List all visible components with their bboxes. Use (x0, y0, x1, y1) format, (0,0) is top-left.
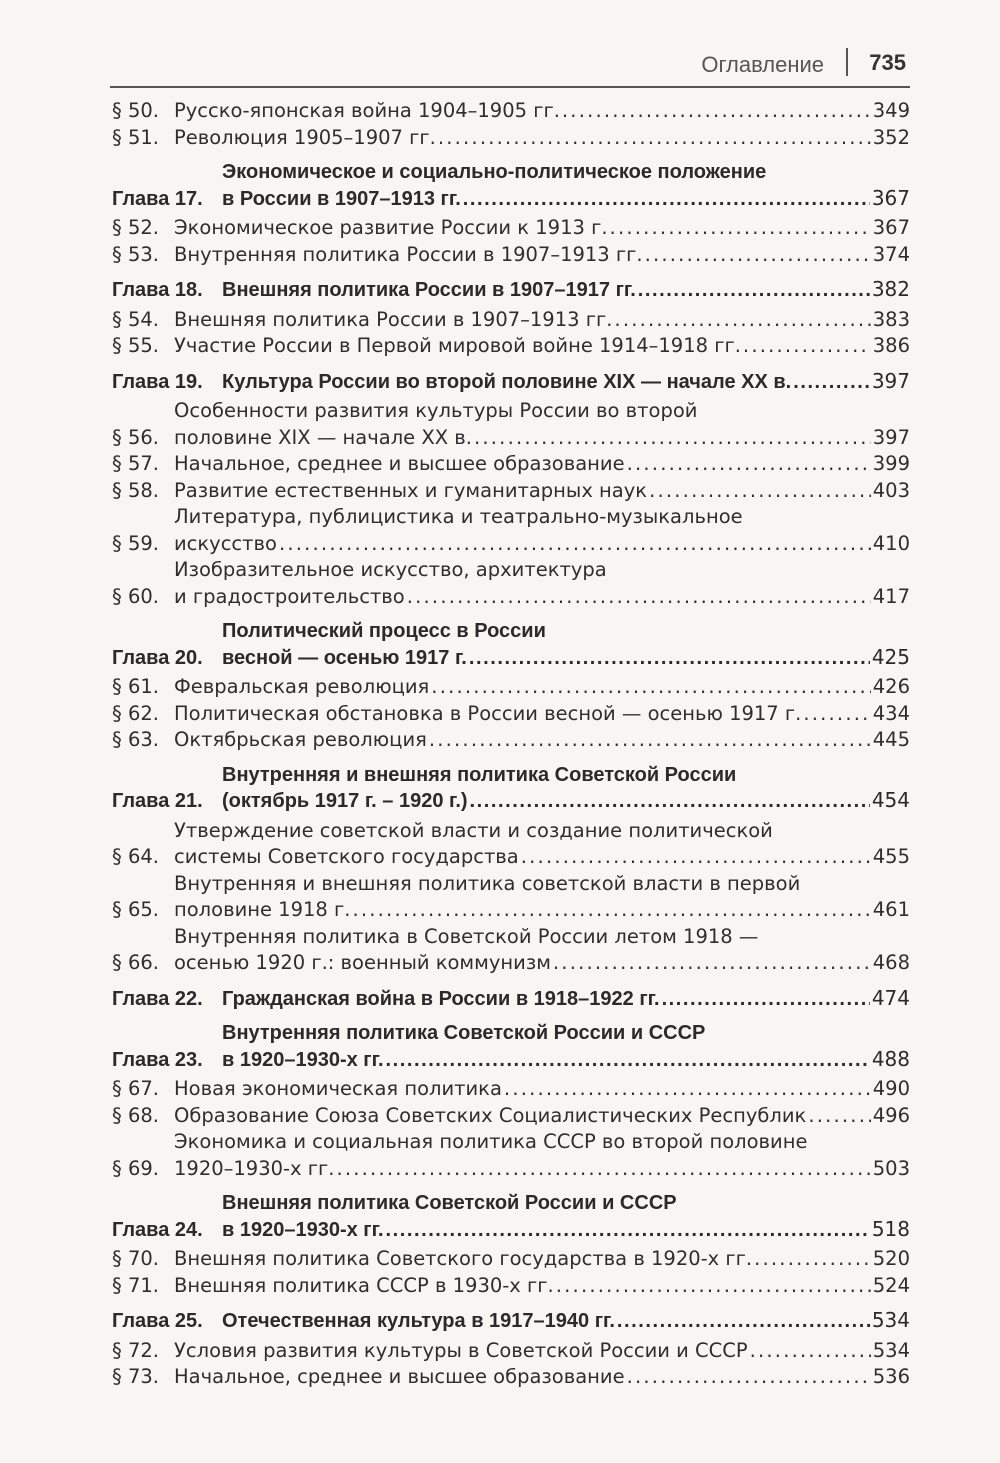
page-number: 410 (872, 531, 910, 555)
entry-title (222, 1021, 910, 1073)
entry-title-line: Утверждение советской власти и создание политической (174, 818, 773, 842)
toc-section-entry[interactable] (112, 215, 910, 242)
page-number: 503 (872, 1156, 910, 1180)
entry-last-line (174, 844, 910, 871)
page-number: 426 (872, 675, 910, 698)
page-number: 386 (872, 334, 910, 357)
chapter-number: Глава 20. (112, 646, 203, 669)
page-number: 534 (871, 1308, 910, 1332)
entry-last-line (174, 478, 910, 505)
entry-title (222, 986, 910, 1013)
entry-title-line: Внешняя политика СССР в 1930-х гг. (174, 1273, 554, 1297)
entry-title-line: в 1920–1930-х гг. (222, 1048, 384, 1071)
entry-title (174, 125, 910, 152)
toc-chapter-entry[interactable] (112, 619, 910, 671)
entry-title-line: половине XIX — начале XX в. (174, 425, 472, 449)
dot-leader (617, 1309, 870, 1335)
entry-last-line (174, 727, 910, 754)
entry-last-line (222, 1308, 910, 1335)
toc-section-entry[interactable] (112, 674, 910, 701)
chapter-number: Глава 22. (112, 987, 203, 1010)
entry-title-line: искусство (174, 531, 277, 555)
entry-title (222, 277, 910, 304)
section-number: § 57. (112, 452, 159, 475)
entry-title-line: половине 1918 г. (174, 898, 351, 921)
page-number: 399 (872, 452, 910, 475)
toc-section-entry[interactable] (112, 478, 910, 505)
dot-leader (469, 646, 870, 672)
entry-title (174, 871, 910, 924)
dot-leader (407, 584, 871, 611)
entry-last-line (174, 1273, 910, 1300)
entry-title (174, 701, 910, 728)
toc-section-entry[interactable] (112, 1338, 910, 1365)
entry-title (222, 1191, 910, 1243)
dot-leader (662, 987, 870, 1013)
entry-title-line: Революция 1905–1907 гг. (174, 125, 436, 149)
page-number: 434 (872, 701, 910, 725)
entry-last-line (174, 701, 910, 728)
entry-title (174, 1103, 910, 1130)
dot-leader (627, 1364, 871, 1391)
page-number: 461 (872, 898, 910, 921)
page-number: 445 (872, 728, 910, 751)
entry-last-line (174, 242, 910, 269)
header-page-number: 735 (869, 50, 906, 75)
entry-title (222, 369, 910, 396)
entry-title-line: Условия развития культуры в Советской России и СССР (174, 1338, 748, 1362)
entry-title-line: Участие России в Первой мировой войне 1914–1918 гг. (174, 334, 741, 357)
toc-section-entry[interactable] (112, 871, 910, 924)
entry-title-line: осенью 1920 г.: военный коммунизм (174, 951, 551, 974)
entry-title-line: Начальное, среднее и высшее образование (174, 1365, 625, 1388)
section-number: § 61. (112, 675, 159, 698)
page-number: 403 (872, 478, 910, 502)
page-number: 367 (872, 216, 910, 239)
chapter-number: Глава 21. (112, 790, 203, 812)
entry-last-line (174, 425, 910, 452)
entry-title-line: Февральская революция (174, 675, 430, 698)
entry-last-line (174, 897, 910, 924)
entry-title-line: Внутренняя и внешняя политика советской власти в первой (174, 871, 801, 895)
entry-last-line (174, 98, 910, 125)
entry-title (174, 1076, 910, 1103)
toc-section-entry[interactable] (112, 818, 910, 871)
entry-title (174, 1129, 910, 1182)
dot-leader (336, 1156, 870, 1183)
entry-title-line: Культура России во второй половине XIX — начале XX в. (222, 370, 792, 393)
page-number: 474 (871, 985, 910, 1010)
entry-last-line (222, 1217, 910, 1244)
dot-leader (754, 1246, 871, 1273)
page-number: 425 (871, 644, 910, 669)
entry-title (222, 1308, 910, 1335)
toc-section-entry[interactable] (112, 557, 910, 610)
dot-leader (793, 370, 870, 396)
entry-last-line (174, 584, 910, 611)
page-number: 534 (872, 1338, 910, 1362)
dot-leader (352, 897, 870, 924)
section-number: § 68. (112, 1103, 159, 1127)
section-number: § 54. (112, 307, 159, 331)
chapter-number: Глава 18. (112, 279, 203, 301)
entry-title-line: Октябрьская революция (174, 728, 427, 751)
dot-leader (553, 950, 871, 977)
header-title: Оглавление (701, 52, 824, 77)
entry-last-line (174, 1156, 910, 1183)
toc-section-entry[interactable] (112, 398, 910, 451)
toc-chapter-entry[interactable] (112, 1191, 910, 1243)
page-number: 468 (872, 951, 910, 974)
entry-title-line: Отечественная культура в 1917–1940 гг. (222, 1310, 615, 1332)
entry-title-line: Политическая обстановка в России весной — осенью 1917 г. (174, 701, 802, 725)
entry-title-line: Начальное, среднее и высшее образование (174, 452, 625, 475)
entry-last-line (174, 125, 910, 152)
toc-section-entry[interactable] (112, 701, 910, 728)
toc-chapter-entry[interactable] (112, 763, 910, 815)
page-number: 488 (871, 1046, 910, 1071)
chapter-number: Глава 17. (112, 187, 203, 210)
entry-title-line: в 1920–1930-х гг. (222, 1218, 384, 1241)
entry-title-line: Изобразительное искусство, архитектура (174, 558, 607, 581)
toc-chapter-entry[interactable] (112, 1308, 910, 1335)
section-number: § 52. (112, 216, 159, 239)
entry-title-line: системы Советского государства (174, 845, 519, 868)
entry-title (222, 619, 910, 671)
entry-title (174, 1364, 910, 1391)
chapter-number: Глава 19. (112, 370, 203, 393)
entry-title (174, 818, 910, 871)
page-number: 520 (872, 1247, 910, 1270)
section-number: § 71. (112, 1273, 159, 1297)
page-number: 417 (872, 584, 910, 608)
entry-title-line: Новая экономическая политика (174, 1077, 502, 1100)
section-number: § 69. (112, 1156, 159, 1180)
toc-section-entry[interactable] (112, 1246, 910, 1273)
dot-leader (386, 1048, 870, 1074)
dot-leader (743, 333, 871, 360)
entry-title-line: Внутренняя политика Советской России и СССР (222, 1022, 706, 1044)
toc-section-entry[interactable] (112, 125, 910, 152)
page-number: 524 (872, 1273, 910, 1297)
entry-last-line (174, 333, 910, 360)
page-number: 536 (872, 1365, 910, 1388)
entry-title-line: Экономическое и социально-политическое положение (222, 161, 767, 183)
entry-title-line: Политический процесс в России (222, 620, 546, 642)
dot-leader (627, 451, 871, 478)
toc-section-entry[interactable] (112, 504, 910, 557)
dot-leader (649, 478, 871, 505)
entry-title (174, 215, 910, 242)
entry-title-line: в России в 1907–1913 гг. (222, 187, 461, 210)
page-number: 397 (871, 368, 910, 393)
entry-title-line: Русско-японская война 1904–1905 гг. (174, 99, 560, 122)
toc-chapter-entry[interactable] (112, 160, 910, 212)
section-number: § 62. (112, 701, 159, 725)
section-number: § 67. (112, 1077, 159, 1100)
section-number: § 60. (112, 584, 159, 608)
dot-leader (645, 242, 871, 269)
section-number: § 58. (112, 478, 159, 502)
toc-section-entry[interactable] (112, 451, 910, 478)
chapter-number: Глава 24. (112, 1218, 203, 1241)
entry-last-line (174, 307, 910, 334)
toc-chapter-entry[interactable] (112, 369, 910, 396)
entry-title-line: Внутренняя политика России в 1907–1913 гг. (174, 242, 643, 266)
dot-leader (521, 844, 871, 871)
dot-leader (474, 425, 871, 452)
entry-title (222, 160, 910, 212)
chapter-number: Глава 23. (112, 1048, 203, 1071)
entry-title-line: Внешняя политика России в 1907–1917 гг. (222, 279, 636, 301)
dot-leader (808, 1103, 870, 1130)
section-number: § 73. (112, 1365, 159, 1388)
entry-last-line (222, 645, 910, 672)
entry-last-line (174, 1076, 910, 1103)
section-number: § 56. (112, 425, 159, 449)
section-number: § 55. (112, 334, 159, 357)
entry-last-line (174, 950, 910, 977)
dot-leader (556, 1273, 871, 1300)
section-number: § 65. (112, 898, 159, 921)
section-number: § 50. (112, 99, 159, 122)
page-number: 454 (871, 788, 910, 812)
section-number: § 53. (112, 242, 159, 266)
toc-section-entry[interactable] (112, 98, 910, 125)
page-number: 367 (871, 185, 910, 210)
page-number: 496 (872, 1103, 910, 1127)
entry-title (174, 924, 910, 977)
page-number: 397 (872, 425, 910, 449)
entry-title-line: Особенности развития культуры России во второй (174, 399, 698, 422)
dot-leader (431, 674, 870, 701)
entry-title-line: весной — осенью 1917 г. (222, 646, 467, 669)
dot-leader (470, 789, 870, 815)
entry-title (222, 763, 910, 815)
entry-last-line (222, 277, 910, 304)
table-of-contents (112, 98, 910, 1391)
entry-title-line: Экономика и социальная политика СССР во второй половине (174, 1130, 808, 1153)
page-number: 518 (871, 1216, 910, 1241)
dot-leader (614, 307, 870, 334)
entry-last-line (174, 1338, 910, 1365)
section-number: § 63. (112, 728, 159, 751)
entry-last-line (222, 369, 910, 396)
page-number: 374 (872, 242, 910, 266)
dot-leader (803, 701, 870, 728)
entry-title-line: Внутренняя политика в Советской России летом 1918 — (174, 924, 759, 948)
entry-last-line (222, 1047, 910, 1074)
page-number: 352 (872, 125, 910, 149)
dot-leader (463, 187, 870, 213)
entry-title (174, 98, 910, 125)
entry-title-line: Развитие естественных и гуманитарных наук (174, 478, 648, 502)
dot-leader (438, 125, 871, 152)
section-number: § 72. (112, 1338, 159, 1362)
dot-leader (429, 727, 871, 754)
dot-leader (638, 278, 870, 304)
entry-title (174, 451, 910, 478)
dot-leader (279, 531, 871, 558)
dot-leader (386, 1218, 870, 1244)
dot-leader (610, 215, 871, 242)
entry-title-line: Образование Союза Советских Социалистических Республик (174, 1103, 807, 1127)
entry-title (174, 478, 910, 505)
entry-title (174, 333, 910, 360)
page-number: 349 (872, 99, 910, 122)
running-header (110, 44, 910, 88)
entry-title-line: 1920–1930-х гг. (174, 1156, 335, 1180)
toc-section-entry[interactable] (112, 1364, 910, 1391)
entry-last-line (174, 215, 910, 242)
entry-title-line: Внешняя политика Советского государства в 1920-х гг. (174, 1247, 753, 1270)
section-number: § 64. (112, 845, 159, 868)
entry-title-line: и градостроительство (174, 584, 405, 608)
toc-section-entry[interactable] (112, 727, 910, 754)
entry-title (174, 242, 910, 269)
chapter-number: Глава 25. (112, 1310, 203, 1332)
toc-section-entry[interactable] (112, 1129, 910, 1182)
toc-section-entry[interactable] (112, 333, 910, 360)
entry-title-line: Литература, публицистика и театрально-музыкальное (174, 505, 743, 528)
section-number: § 51. (112, 125, 159, 149)
toc-chapter-entry[interactable] (112, 1021, 910, 1073)
page-number: 382 (871, 277, 910, 301)
entry-title-line: (октябрь 1917 г. – 1920 г.) (222, 790, 468, 812)
entry-title (174, 727, 910, 754)
section-number: § 70. (112, 1247, 159, 1270)
entry-title-line: Гражданская война в России в 1918–1922 гг. (222, 987, 660, 1010)
dot-leader (750, 1338, 871, 1365)
toc-section-entry[interactable] (112, 1103, 910, 1130)
entry-title (174, 1338, 910, 1365)
entry-last-line (174, 1364, 910, 1391)
section-number: § 66. (112, 951, 159, 974)
entry-title (174, 307, 910, 334)
entry-title-line: Внутренняя и внешняя политика Советской России (222, 763, 737, 786)
entry-title-line: Внешняя политика России в 1907–1913 гг. (174, 307, 613, 331)
toc-section-entry[interactable] (112, 307, 910, 334)
dot-leader (562, 98, 871, 125)
entry-title (174, 557, 910, 610)
toc-section-entry[interactable] (112, 1273, 910, 1300)
dot-leader (504, 1076, 871, 1103)
entry-last-line (174, 451, 910, 478)
toc-chapter-entry[interactable] (112, 277, 910, 304)
page-number: 455 (872, 845, 910, 868)
entry-last-line (222, 788, 910, 815)
page-number: 490 (872, 1077, 910, 1100)
page-number: 383 (872, 307, 910, 331)
toc-chapter-entry[interactable] (112, 986, 910, 1013)
entry-last-line (174, 531, 910, 558)
entry-title (174, 1273, 910, 1300)
entry-title (174, 504, 910, 557)
entry-last-line (174, 1103, 910, 1130)
section-number: § 59. (112, 531, 159, 555)
entry-title-line: Экономическое развитие России к 1913 г. (174, 216, 608, 239)
toc-section-entry[interactable] (112, 1076, 910, 1103)
toc-section-entry[interactable] (112, 242, 910, 269)
entry-title (174, 1246, 910, 1273)
header-divider (846, 48, 848, 76)
entry-title (174, 398, 910, 451)
entry-last-line (222, 986, 910, 1013)
entry-last-line (174, 1246, 910, 1273)
entry-title (174, 674, 910, 701)
entry-title-line: Внешняя политика Советской России и СССР (222, 1192, 677, 1214)
toc-section-entry[interactable] (112, 924, 910, 977)
entry-last-line (222, 186, 910, 213)
entry-last-line (174, 674, 910, 701)
